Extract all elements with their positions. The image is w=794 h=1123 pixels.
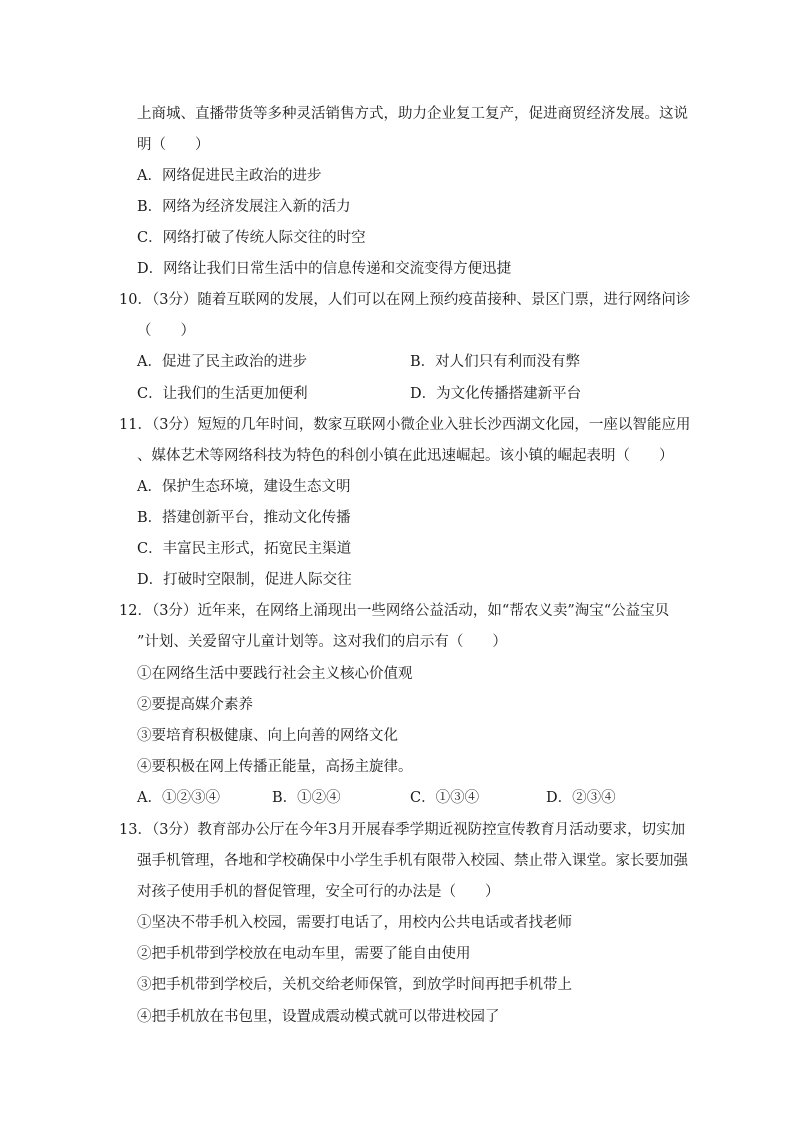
q9-stem-line2: 明（ ） (137, 137, 210, 153)
q9-option-c: C．网络打破了传统人际交往的时空 (137, 230, 366, 246)
q12-option-b: B．①②④ (272, 790, 341, 806)
q9-stem-line1: 上商城、直播带货等多种灵活销售方式，助力企业复工复产，促进商贸经济发展。这说 (137, 106, 688, 122)
q11-stem-line1: 11．（3分）短短的几年时间，数家互联网小微企业入驻长沙西湖文化园，一座以智能应用 (119, 417, 691, 433)
q13-stem-line3: 对孩子使用手机的督促管理，安全可行的办法是（ ） (137, 884, 500, 900)
q12-stem-line1: 12．（3分）近年来，在网络上涌现出一些网络公益活动，如“帮农义卖”淘宝“公益宝贝 (119, 603, 670, 619)
q13-stem-line1: 13．（3分）教育部办公厅在今年3月开展春季学期近视防控宣传教育月活动要求，切实加 (119, 822, 686, 838)
q11-stem-line2: 、媒体艺术等网络科技为特色的科创小镇在此迅速崛起。该小镇的崛起表明（ ） (137, 448, 674, 464)
q10-option-d: D．为文化传播搭建新平台 (410, 386, 582, 402)
q13-item-2: ②把手机带到学校放在电动车里，需要了能自由使用 (137, 946, 471, 962)
q11-option-b: B．搭建创新平台，推动文化传播 (137, 510, 351, 526)
q12-item-4: ④要积极在网上传播正能量，高扬主旋律。 (137, 759, 413, 775)
q10-option-c: C．让我们的生活更加便利 (137, 386, 308, 402)
q13-stem-line2: 强手机管理，各地和学校确保中小学生手机有限带入校园、禁止带入课堂。家长要加强 (137, 853, 688, 869)
q13-item-4: ④把手机放在书包里，设置成震动模式就可以带进校园了 (137, 1009, 500, 1025)
q10-option-a: A．促进了民主政治的进步 (137, 354, 307, 370)
q12-option-a: A．①②③④ (137, 790, 220, 806)
q13-item-3: ③把手机带到学校后，关机交给老师保管，到放学时间再把手机带上 (137, 977, 572, 993)
q11-option-d: D．打破时空限制，促进人际交往 (137, 572, 352, 588)
q9-option-a: A．网络促进民主政治的进步 (137, 168, 322, 184)
q12-item-1: ①在网络生活中要践行社会主义核心价值观 (137, 666, 413, 682)
q10-stem-line1: 10．（3分）随着互联网的发展，人们可以在网上预约疫苗接种、景区门票，进行网络问诊 (119, 292, 691, 308)
q9-option-d: D．网络让我们日常生活中的信息传递和交流变得方便迅捷 (137, 261, 512, 277)
q11-option-c: C．丰富民主形式，拓宽民主渠道 (137, 541, 352, 557)
q9-option-b: B．网络为经济发展注入新的活力 (137, 199, 351, 215)
q13-item-1: ①坚决不带手机入校园，需要打电话了，用校内公共电话或者找老师 (137, 915, 572, 931)
q11-option-a: A．保护生态环境，建设生态文明 (137, 479, 351, 495)
q12-option-c: C．①③④ (410, 790, 480, 806)
q12-item-2: ②要提高媒介素养 (137, 697, 253, 713)
q10-option-b: B．对人们只有利而没有弊 (410, 354, 581, 370)
q12-stem-line2: ”计划、关爱留守儿童计划等。这对我们的启示有（ ） (137, 634, 507, 650)
q10-stem-line2: （ ） (137, 323, 195, 339)
q12-item-3: ③要培育积极健康、向上向善的网络文化 (137, 728, 398, 744)
q12-option-d: D．②③④ (546, 790, 616, 806)
